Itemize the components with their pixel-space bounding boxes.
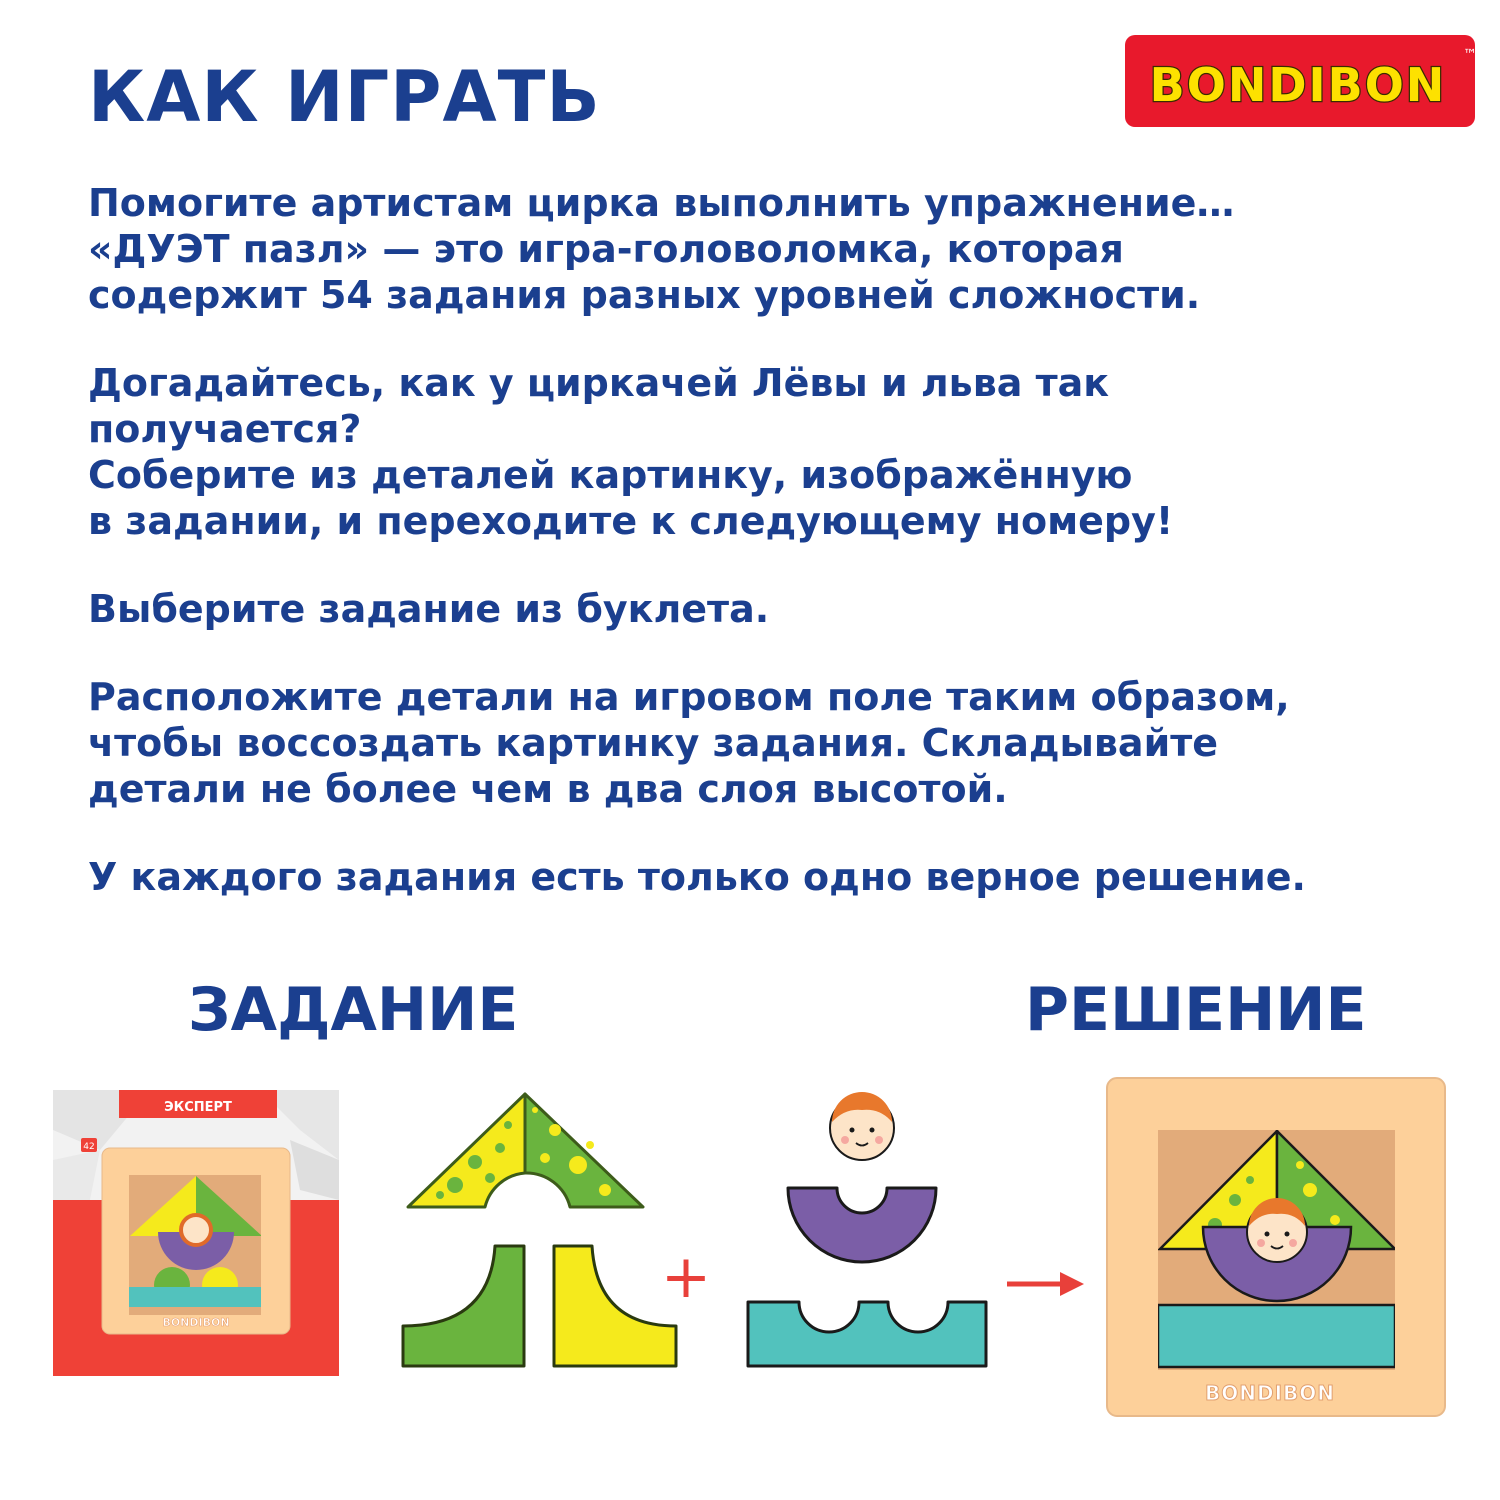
paragraph-solution: У каждого задания есть только одно верное решение. <box>88 855 1306 899</box>
card-level-label: ЭКСПЕРТ <box>164 1100 232 1115</box>
paragraph-guess: Догадайтесь, как у циркачей Лёвы и льва так получается? Соберите из деталей картинку, изображённую в задании, и переходите к следующему номеру! <box>88 361 1174 543</box>
card-number: 42 <box>83 1142 95 1152</box>
card-brand: BONDIBON <box>162 1316 230 1329</box>
arrow-operator <box>1007 1272 1084 1296</box>
paragraph-choose: Выберите задание из буклета. <box>88 587 770 631</box>
logo-tm: ™ <box>1463 47 1477 63</box>
solution-board <box>1107 1078 1445 1416</box>
solution-brand: BONDIBON <box>1204 1381 1336 1405</box>
piece-triangle-left-yellow <box>408 1094 525 1207</box>
card-piece-base-teal <box>129 1287 261 1307</box>
pieces-group-two <box>748 1092 986 1366</box>
card-piece-face <box>181 1215 211 1245</box>
task-heading: ЗАДАНИЕ <box>188 975 519 1045</box>
solution-base-teal <box>1158 1305 1395 1367</box>
solution-boy-face <box>1247 1198 1307 1262</box>
piece-triangle-right-green <box>525 1094 643 1207</box>
paragraph-arrange: Расположите детали на игровом поле таким образом, чтобы воссоздать картинку задания. Складывайте детали не более чем в два слоя высотой. <box>88 675 1290 811</box>
piece-base-teal <box>748 1302 986 1366</box>
plus-operator: + <box>660 1242 712 1312</box>
paragraph-intro: Помогите артистам цирка выполнить упражнение… «ДУЭТ пазл» — это игра-головоломка, которая содержит 54 задания разных уровней сложности. <box>88 181 1235 317</box>
logo-text: BONDIBON <box>1149 58 1447 112</box>
task-card <box>53 1090 339 1376</box>
page-title: КАК ИГРАТЬ <box>88 56 601 138</box>
piece-boy-face <box>830 1092 894 1160</box>
pieces-group-one <box>403 1094 676 1366</box>
solution-heading: РЕШЕНИЕ <box>1025 975 1367 1045</box>
piece-quarter-green <box>403 1246 524 1366</box>
piece-quarter-yellow <box>554 1246 676 1366</box>
piece-arc-purple <box>788 1188 936 1262</box>
